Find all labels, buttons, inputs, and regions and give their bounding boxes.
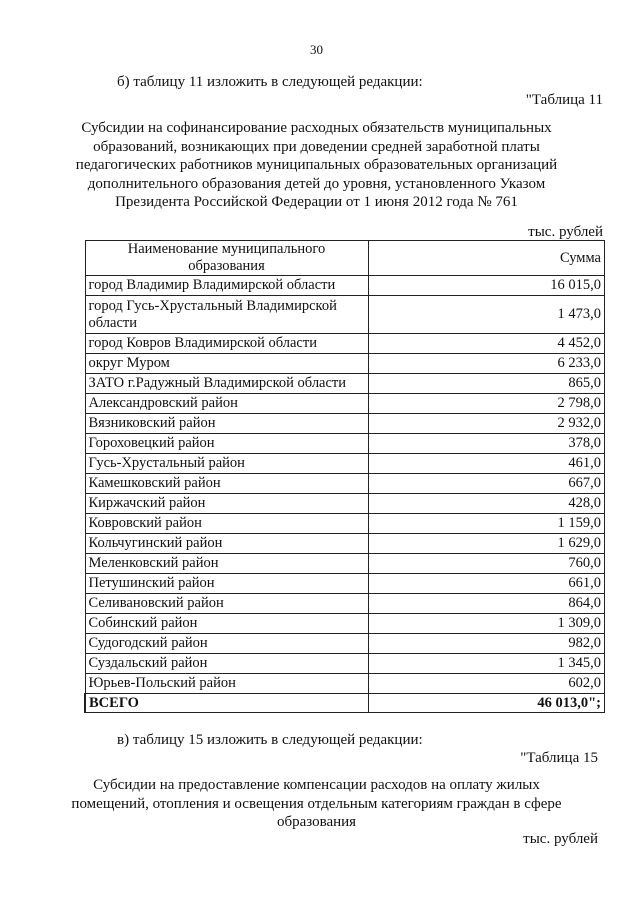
subsidy-sum: 4 452,0 — [368, 334, 605, 354]
subsidy-sum: 461,0 — [368, 454, 605, 474]
municipality-name: Ковровский район — [85, 514, 368, 534]
table-row — [85, 634, 605, 654]
title-line: образований, возникающих при доведении средней заработной платы — [93, 138, 540, 155]
municipality-name: Собинский район — [85, 614, 368, 634]
municipality-name: город Ковров Владимирской области — [85, 334, 368, 354]
table-body — [85, 276, 605, 694]
subsidy-sum: 667,0 — [368, 474, 605, 494]
column-header-name: Наименование муниципального образования — [85, 241, 368, 276]
title-line: помещений, отопления и освещения отдельным категориям граждан в сфере — [71, 795, 562, 812]
section-b-intro: б) таблицу 11 изложить в следующей редакции: — [117, 74, 423, 90]
column-header-sum: Сумма — [368, 241, 605, 276]
table-row — [85, 334, 605, 354]
subsidies-table — [84, 240, 605, 713]
subsidy-sum: 378,0 — [368, 434, 605, 454]
subsidy-sum: 1 159,0 — [368, 514, 605, 534]
municipality-name: Вязниковский район — [85, 414, 368, 434]
title-line: образования — [276, 814, 357, 830]
municipality-name: Киржачский район — [85, 494, 368, 514]
total-row — [85, 694, 605, 713]
table-row — [85, 534, 605, 554]
table-row — [85, 276, 605, 296]
municipality-name: ЗАТО г.Радужный Владимирской области — [85, 374, 368, 394]
subsidy-sum: 1 629,0 — [368, 534, 605, 554]
table-11-title — [0, 119, 633, 212]
municipality-name: Кольчугинский район — [85, 534, 368, 554]
subsidy-sum: 2 798,0 — [368, 394, 605, 414]
table-row — [85, 594, 605, 614]
subsidy-sum: 1 309,0 — [368, 614, 605, 634]
table-row — [85, 654, 605, 674]
total-sum: 46 013,0"; — [368, 694, 605, 713]
page-number: 30 — [310, 42, 323, 57]
subsidy-sum: 2 932,0 — [368, 414, 605, 434]
municipality-name: Александровский район — [85, 394, 368, 414]
municipality-name: Гороховецкий район — [85, 434, 368, 454]
table-15-title — [0, 776, 633, 832]
table-15-label: "Таблица 15 — [520, 750, 598, 766]
subsidy-sum: 982,0 — [368, 634, 605, 654]
subsidy-sum: 428,0 — [368, 494, 605, 514]
table-row — [85, 296, 605, 334]
municipality-name: Юрьев-Польский район — [85, 674, 368, 694]
subsidy-sum: 865,0 — [368, 374, 605, 394]
subsidy-sum: 864,0 — [368, 594, 605, 614]
table-row — [85, 374, 605, 394]
title-line: педагогических работников муниципальных образовательных организаций — [75, 157, 558, 173]
subsidy-sum: 16 015,0 — [368, 276, 605, 296]
table-row — [85, 554, 605, 574]
table-11-label: "Таблица 11 — [525, 92, 603, 108]
municipality-name: Петушинский район — [85, 574, 368, 594]
table-11-units: тыс. рублей — [528, 224, 603, 240]
table-15-units: тыс. рублей — [523, 831, 598, 847]
subsidy-sum: 602,0 — [368, 674, 605, 694]
title-line: дополнительного образования детей до уровня, установленного Указом — [87, 175, 546, 192]
table-row — [85, 574, 605, 594]
subsidy-sum: 1 345,0 — [368, 654, 605, 674]
table-row — [85, 454, 605, 474]
municipality-name: Судогодский район — [85, 634, 368, 654]
municipality-name: Гусь-Хрустальный район — [85, 454, 368, 474]
municipality-name: Суздальский район — [85, 654, 368, 674]
table-row — [85, 474, 605, 494]
table-row — [85, 434, 605, 454]
municipality-name: Камешковский район — [85, 474, 368, 494]
table-row — [85, 414, 605, 434]
municipality-name: Селивановский район — [85, 594, 368, 614]
title-line: Президента Российской Федерации от 1 июня 2012 года № 761 — [115, 194, 518, 210]
municipality-name: округ Муром — [85, 354, 368, 374]
subsidy-sum: 1 473,0 — [368, 296, 605, 334]
table-row — [85, 674, 605, 694]
table-row — [85, 354, 605, 374]
municipality-name: город Гусь-Хрустальный Владимирской области — [85, 296, 368, 334]
total-label: ВСЕГО — [85, 694, 368, 713]
subsidy-sum: 6 233,0 — [368, 354, 605, 374]
subsidy-sum: 760,0 — [368, 554, 605, 574]
municipality-name: город Владимир Владимирской области — [85, 276, 368, 296]
table-row — [85, 394, 605, 414]
section-v-intro: в) таблицу 15 изложить в следующей редакции: — [117, 732, 423, 748]
table-row — [85, 614, 605, 634]
subsidy-sum: 661,0 — [368, 574, 605, 594]
title-line: Субсидии на предоставление компенсации расходов на оплату жилых — [93, 777, 540, 793]
table-header-row — [85, 241, 605, 276]
municipality-name: Меленковский район — [85, 554, 368, 574]
table-row — [85, 494, 605, 514]
title-line: Субсидии на софинансирование расходных обязательств муниципальных — [81, 120, 552, 136]
table-row — [85, 514, 605, 534]
